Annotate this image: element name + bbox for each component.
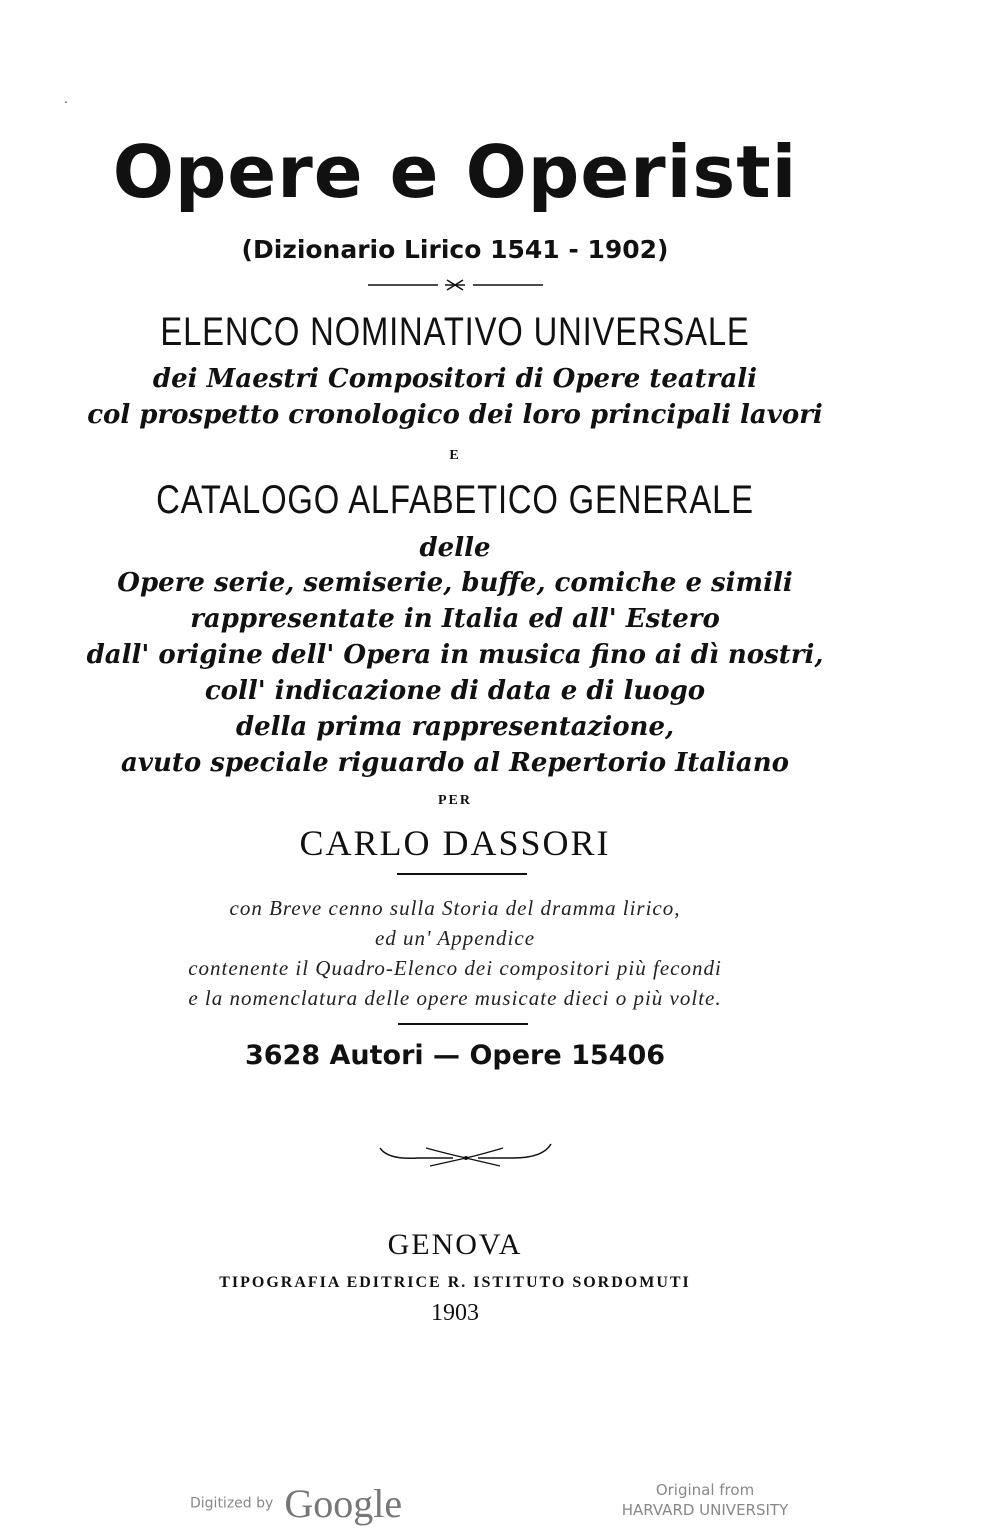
appendix-line-1: con Breve cenno sulla Storia del dramma lirico, [229,896,681,920]
original-from-label: Original from [655,1481,755,1499]
appendix-line-4: e la nomenclatura delle opere musicate dieci o più volte. [188,986,722,1010]
digitized-by-watermark [190,1480,402,1527]
heading-catalogo: CATALOGO ALFABETICO GENERALE [156,478,754,522]
counts-line: 3628 Autori — Opere 15406 [244,1040,666,1071]
author-name: CARLO DASSORI [299,823,611,863]
heading2-line-5: coll' indicazione di data e di luogo [204,676,706,706]
heading2-line-4: dall' origine dell' Opera in musica fino ai dì nostri, [86,640,824,670]
heading2-line-2: Opere serie, semiserie, buffe, comiche e simili [117,568,793,598]
heading2-line-3: rappresentate in Italia ed all' Estero [190,604,720,634]
conjunction-e: E [449,448,461,463]
heading2-line-6: della prima rappresentazione, [235,712,675,742]
stray-mark: ․ [64,92,69,106]
publication-city: GENOVA [387,1228,523,1261]
per-label: PER [438,793,472,808]
printer-name: TIPOGRAFIA EDITRICE R. ISTITUTO SORDOMUTI [219,1274,691,1291]
heading1-line-1: dei Maestri Compositori di Opere teatrali [152,364,758,394]
heading2-line-1: delle [419,533,491,563]
heading1-line-2: col prospetto cronologico dei loro principali lavori [87,400,823,430]
appendix-rule [398,1023,528,1025]
google-logo: Google [284,1481,403,1526]
institution-label: HARVARD UNIVERSITY [621,1501,789,1519]
book-title: Opere e Operisti [112,130,798,214]
heading2-line-7: avuto speciale riguardo al Repertorio Italiano [121,748,789,778]
digitized-by-label: Digitized by [190,1495,274,1512]
original-source-watermark [600,1480,810,1520]
appendix-line-2: ed un' Appendice [374,926,536,950]
heading-elenco: ELENCO NOMINATIVO UNIVERSALE [160,310,750,354]
flourish-ornament-icon [378,1140,553,1168]
book-subtitle: (Dizionario Lirico 1541 - 1902) [241,235,669,264]
author-rule [397,873,527,875]
publication-year: 1903 [431,1300,479,1326]
appendix-line-3: contenente il Quadro-Elenco dei compositori più fecondi [188,956,722,980]
divider-ornament-icon [368,278,543,292]
